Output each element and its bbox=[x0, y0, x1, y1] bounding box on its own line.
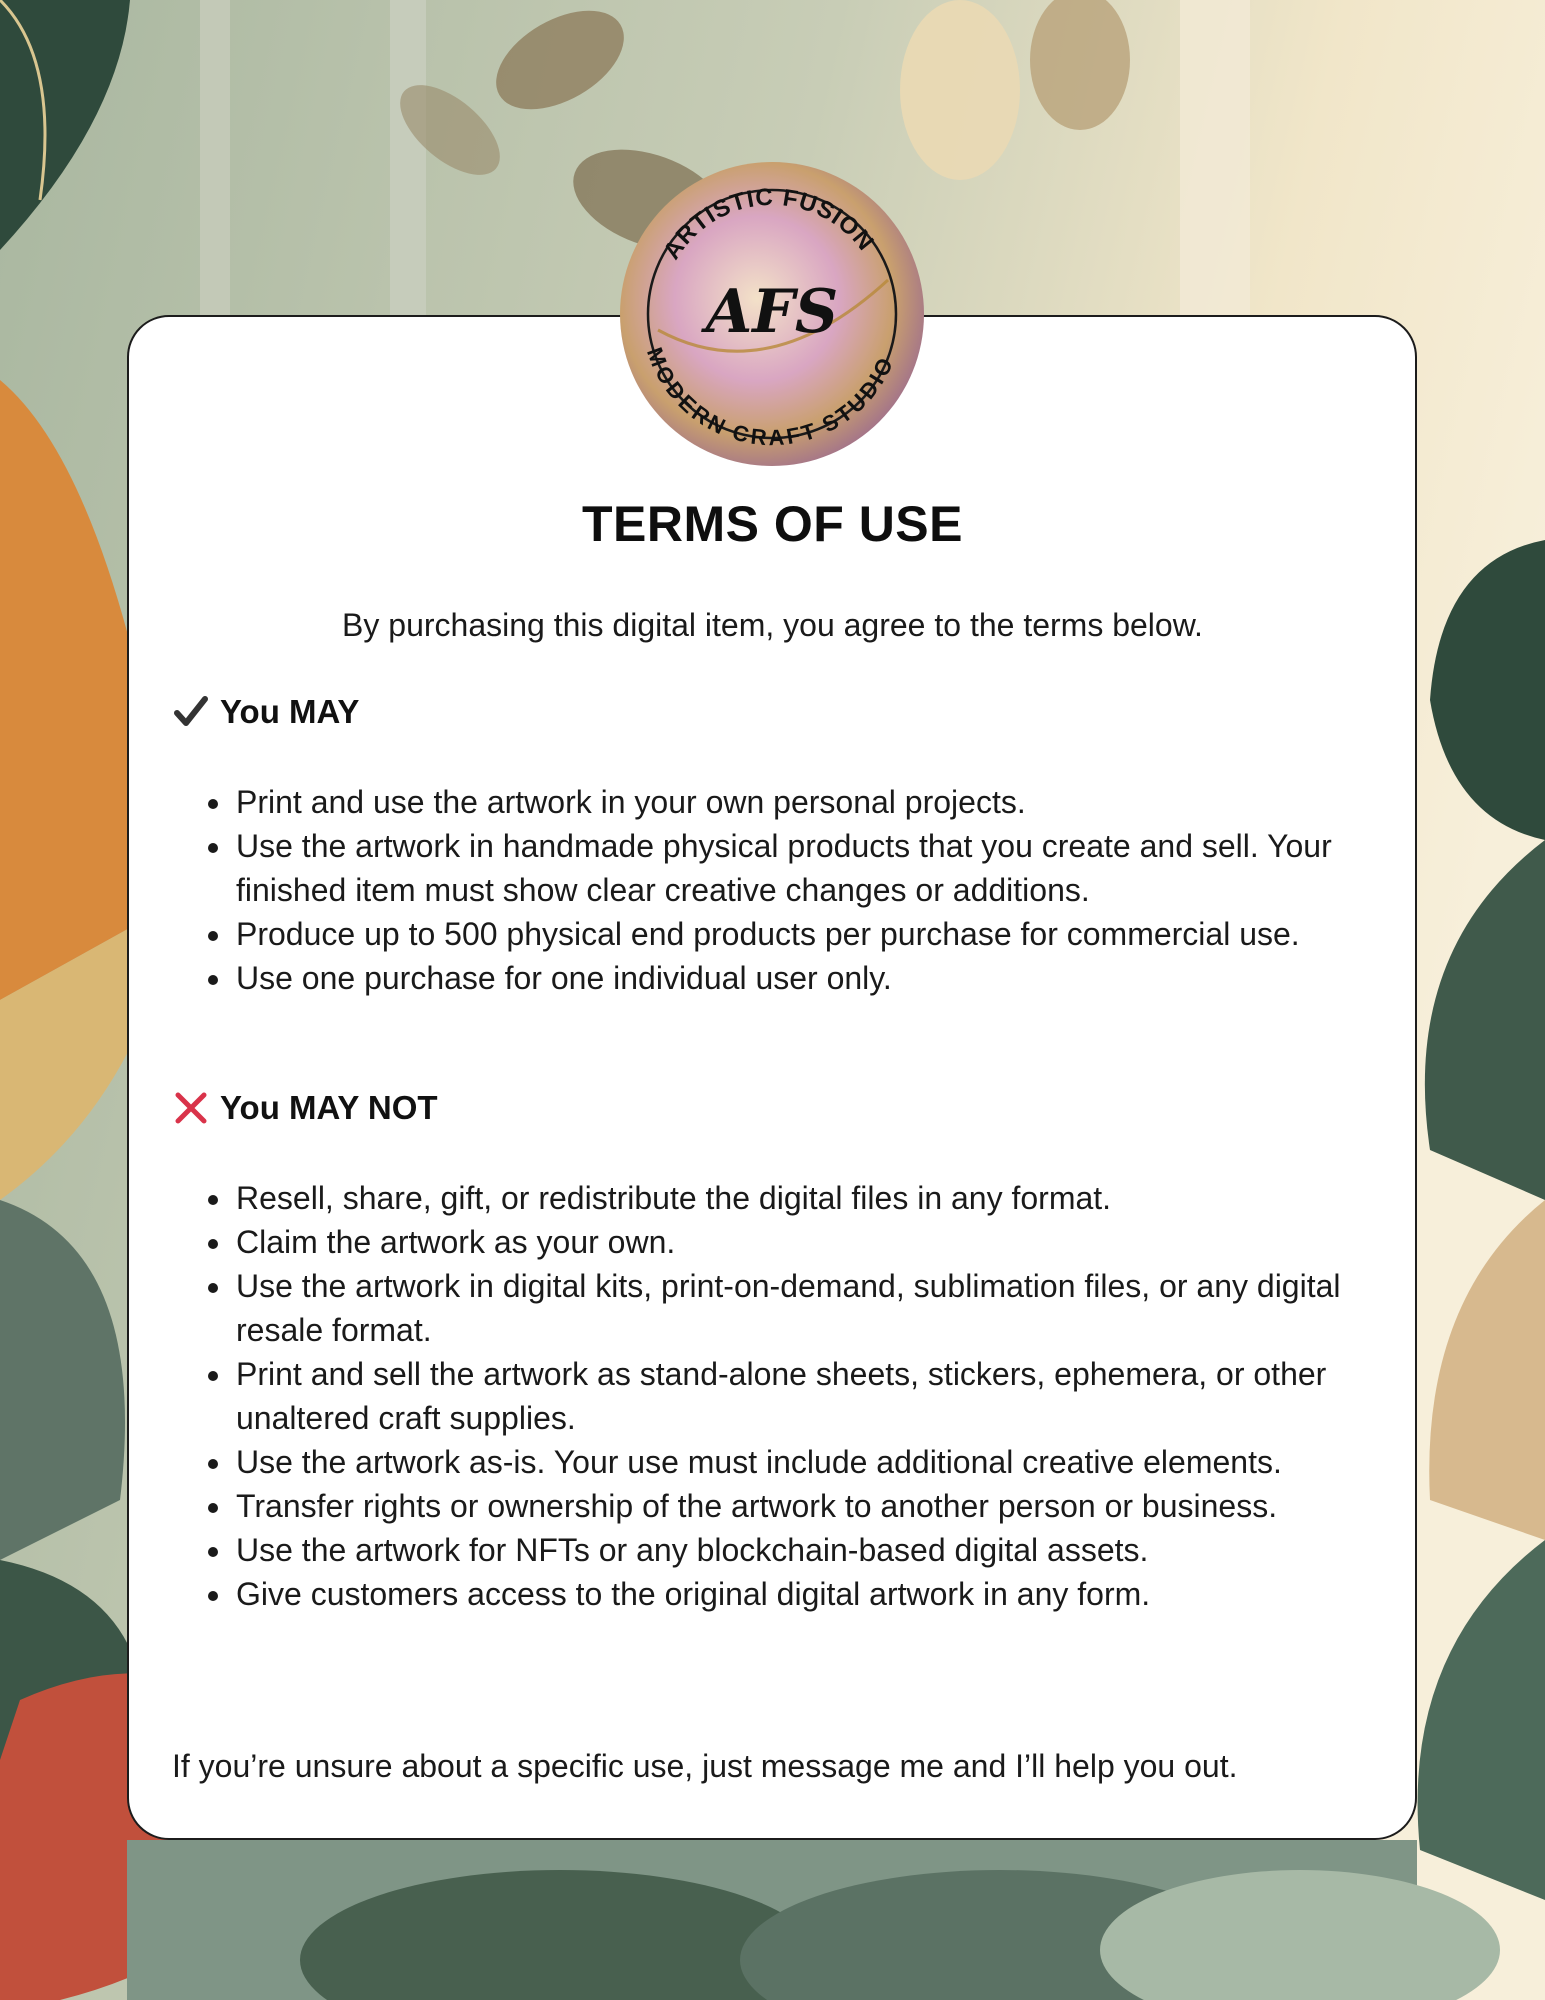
check-icon bbox=[172, 693, 210, 731]
list-item: • Transfer rights or ownership of the artwork to another person or business. bbox=[234, 1484, 1434, 1528]
page-title: TERMS OF USE bbox=[581, 496, 964, 552]
may-heading-label: You MAY bbox=[220, 693, 360, 730]
logo-top-text: ARTISTIC FUSION bbox=[658, 183, 880, 265]
may-not-heading-label: You MAY NOT bbox=[220, 1089, 438, 1126]
list-item: • Produce up to 500 physical end products per purchase for commercial use. bbox=[234, 912, 1434, 956]
logo-bottom-text: MODERN CRAFT STUDIO bbox=[641, 344, 899, 451]
may-list bbox=[172, 780, 1434, 1000]
cross-icon bbox=[172, 1089, 210, 1127]
may-not-heading bbox=[172, 1089, 438, 1127]
list-item: • Claim the artwork as your own. bbox=[234, 1220, 1434, 1264]
may-heading bbox=[172, 693, 359, 731]
list-item: • Use the artwork as-is. Your use must include additional creative elements. bbox=[234, 1440, 1434, 1484]
intro-text: By purchasing this digital item, you agree to the terms below. bbox=[342, 607, 1203, 643]
list-item: • Resell, share, gift, or redistribute the digital files in any format. bbox=[234, 1176, 1434, 1220]
may-not-list bbox=[172, 1176, 1434, 1616]
logo-monogram: AFS bbox=[705, 277, 839, 347]
list-item: • Give customers access to the original digital artwork in any form. bbox=[234, 1572, 1434, 1616]
list-item: • Use the artwork for NFTs or any blockchain-based digital assets. bbox=[234, 1528, 1434, 1572]
list-item: • Print and use the artwork in your own personal projects. bbox=[234, 780, 1434, 824]
list-item: • Use one purchase for one individual user only. bbox=[234, 956, 1434, 1000]
list-item: • Print and sell the artwork as stand-alone sheets, stickers, ephemera, or other unaltered craft supplies. bbox=[234, 1352, 1434, 1440]
studio-logo bbox=[618, 160, 926, 468]
list-item: • Use the artwork in handmade physical products that you create and sell. Your finished item must show clear creative changes or additions. bbox=[234, 824, 1434, 912]
closing-text: If you’re unsure about a specific use, just message me and I’ll help you out. bbox=[172, 1748, 1238, 1784]
list-item: • Use the artwork in digital kits, print-on-demand, sublimation files, or any digital resale format. bbox=[234, 1264, 1434, 1352]
